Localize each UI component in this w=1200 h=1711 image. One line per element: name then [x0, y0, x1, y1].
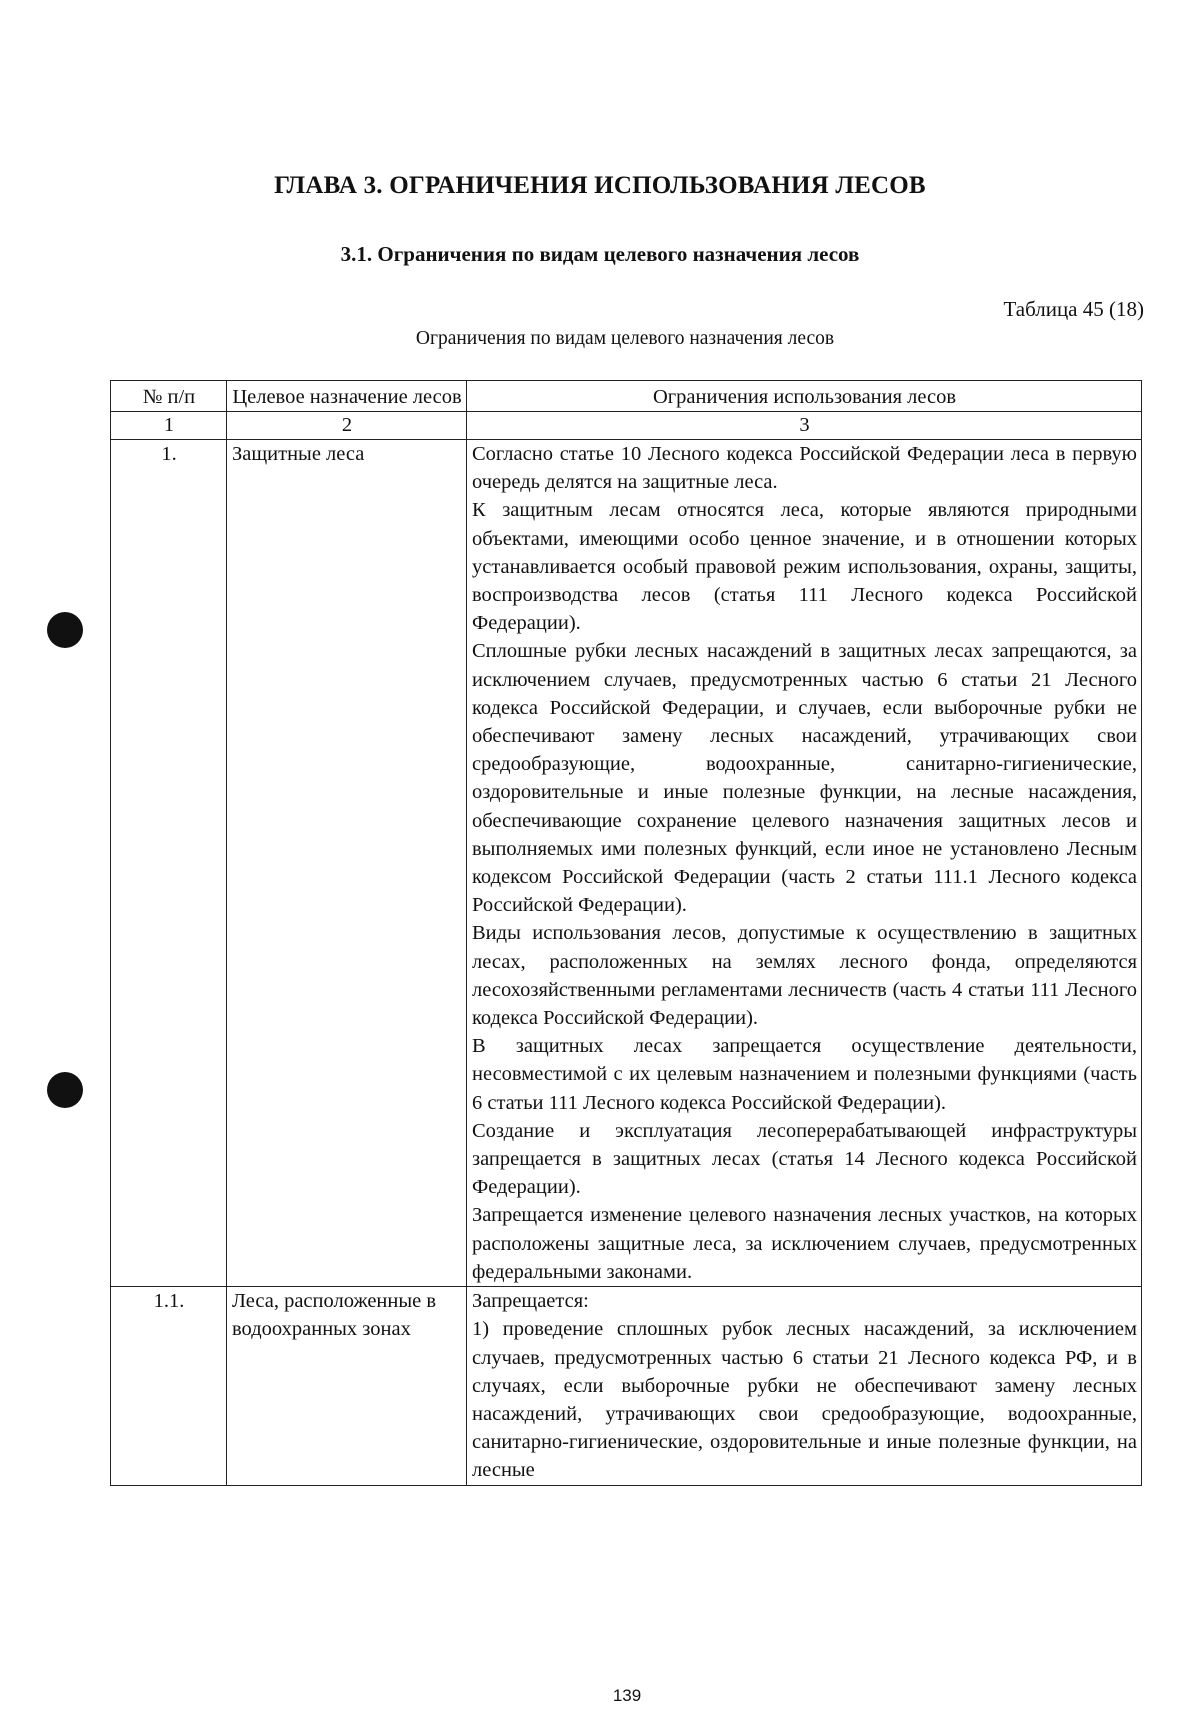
column-number: 1: [111, 412, 227, 440]
paragraph: Создание и эксплуатация лесоперерабатывающей инфраструктуры запрещается в защитных лесах (статья 14 Лесного кодекса Российской Федерации).: [472, 1119, 1137, 1199]
paragraph: Запрещается:: [472, 1290, 589, 1313]
row-restrictions: [467, 1287, 1142, 1485]
section-title: 3.1. Ограничения по видам целевого назначения лесов: [340, 242, 860, 266]
page-number: 139: [612, 1686, 642, 1705]
paragraph: К защитным лесам относятся леса, которые являются природными объектами, имеющими особо ценное значение, и в отношении которых устанавливается особый правовой режим использования, охраны, защиты, воспроизводства лесов (статья 111 Лесного кодекса Российской Федерации).: [472, 499, 1137, 635]
paragraph: Сплошные рубки лесных насаждений в защитных лесах запрещаются, за исключением случаев, предусмотренных частью 6 статьи 21 Лесного кодекса Российской Федерации, и случаев, если выборочные рубки не обеспечивают замену лесных насаждений, утрачивающих свои средообразующие, водоохранные, санитарно-гигиенические, оздоровительные и иные полезные функции, на лесные насаждения, обеспечивающие сохранение целевого назначения защитных лесов и выполняемых ими полезных функций, если иное не установлено Лесным кодексом Российской Федерации (часть 2 статьи 111.1 Лесного кодекса Российской Федерации).: [472, 640, 1137, 917]
column-number: 3: [467, 412, 1142, 440]
table-number: Таблица 45 (18): [1003, 297, 1144, 321]
chapter-title: ГЛАВА 3. ОГРАНИЧЕНИЯ ИСПОЛЬЗОВАНИЯ ЛЕСОВ: [274, 172, 926, 199]
table-row: [111, 1287, 1142, 1485]
paragraph: Виды использования лесов, допустимые к осуществлению в защитных лесах, расположенных на землях лесного фонда, определяются лесохозяйственными регламентами лесничеств (часть 4 статьи 111 Лесного кодекса Российской Федерации).: [472, 922, 1137, 1030]
header-number: № п/п: [111, 381, 227, 412]
header-restrictions: Ограничения использования лесов: [467, 381, 1142, 412]
column-number-row: [111, 412, 1142, 440]
binder-hole-top: [47, 612, 83, 648]
table-caption: Ограничения по видам целевого назначения лесов: [415, 328, 835, 349]
row-purpose: Леса, расположенные в водоохранных зонах: [227, 1287, 467, 1485]
row-number: 1.: [111, 440, 227, 1287]
row-purpose: Защитные леса: [227, 440, 467, 1287]
table-row: [111, 440, 1142, 1287]
paragraph: В защитных лесах запрещается осуществление деятельности, несовместимой с их целевым назначением и полезными функциями (часть 6 статьи 111 Лесного кодекса Российской Федерации).: [472, 1035, 1137, 1114]
row-number: 1.1.: [111, 1287, 227, 1485]
column-number: 2: [227, 412, 467, 440]
row-restrictions: [467, 440, 1142, 1287]
restrictions-table: [110, 380, 1142, 1486]
table-header-row: [111, 381, 1142, 412]
paragraph: 1) проведение сплошных рубок лесных насаждений, за исключением случаев, предусмотренных частью 6 статьи 21 Лесного кодекса РФ, и в случаях, если выборочные рубки не обеспечивают замену лесных насаждений, утрачивающих свои средообразующие, водоохранные, санитарно-гигиенические, оздоровительные и иные полезные функции, на лесные: [472, 1318, 1137, 1482]
header-purpose: Целевое назначение лесов: [227, 381, 467, 412]
paragraph: Запрещается изменение целевого назначения лесных участков, на которых расположены защитные леса, за исключением случаев, предусмотренных федеральными законами.: [472, 1204, 1137, 1283]
binder-hole-bottom: [47, 1072, 83, 1108]
paragraph: Согласно статье 10 Лесного кодекса Российской Федерации леса в первую очередь делятся на защитные леса.: [472, 443, 1137, 494]
